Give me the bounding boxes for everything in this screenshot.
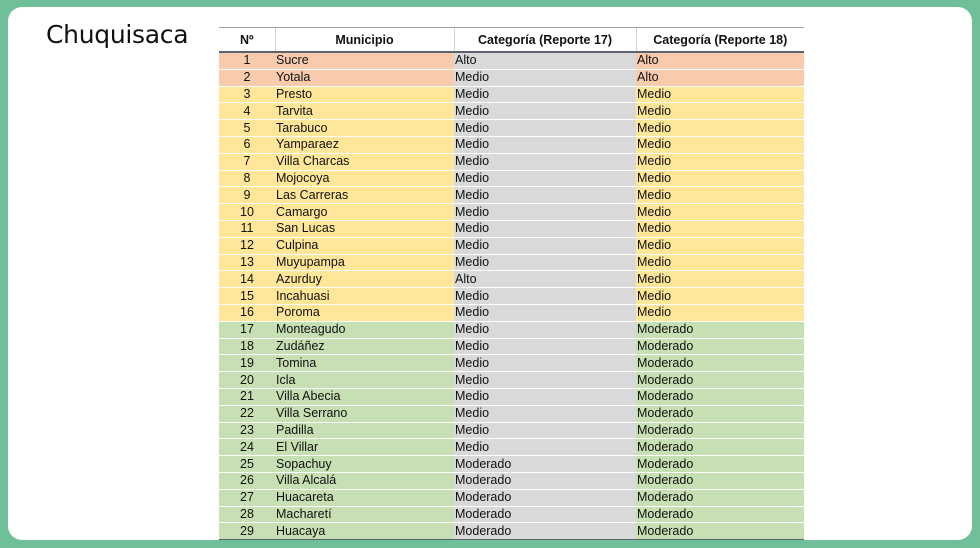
row-category-report-17: Medio bbox=[454, 237, 636, 254]
table-row bbox=[219, 136, 804, 153]
row-number: 10 bbox=[219, 204, 275, 221]
row-category-report-18: Moderado bbox=[636, 321, 804, 338]
row-municipio: Villa Serrano bbox=[275, 405, 454, 422]
row-category-report-17: Alto bbox=[454, 52, 636, 69]
row-category-report-17: Medio bbox=[454, 372, 636, 389]
table-row bbox=[219, 489, 804, 506]
table-row bbox=[219, 506, 804, 523]
row-number: 18 bbox=[219, 338, 275, 355]
table-row bbox=[219, 120, 804, 137]
row-category-report-17: Medio bbox=[454, 355, 636, 372]
row-municipio: Villa Abecia bbox=[275, 388, 454, 405]
table-row bbox=[219, 288, 804, 305]
row-category-report-17: Medio bbox=[454, 304, 636, 321]
row-category-report-17: Medio bbox=[454, 288, 636, 305]
row-category-report-18: Moderado bbox=[636, 456, 804, 473]
row-category-report-18: Moderado bbox=[636, 439, 804, 456]
row-category-report-17: Medio bbox=[454, 388, 636, 405]
row-category-report-18: Moderado bbox=[636, 372, 804, 389]
municipio-table bbox=[219, 27, 804, 540]
table-header-row bbox=[219, 28, 804, 53]
row-category-report-18: Moderado bbox=[636, 405, 804, 422]
row-number: 3 bbox=[219, 86, 275, 103]
row-municipio: Las Carreras bbox=[275, 187, 454, 204]
row-municipio: Villa Alcalá bbox=[275, 472, 454, 489]
row-category-report-17: Medio bbox=[454, 170, 636, 187]
table-row bbox=[219, 237, 804, 254]
row-number: 21 bbox=[219, 388, 275, 405]
row-number: 15 bbox=[219, 288, 275, 305]
table-row bbox=[219, 69, 804, 86]
row-category-report-17: Medio bbox=[454, 439, 636, 456]
row-category-report-18: Medio bbox=[636, 120, 804, 137]
row-category-report-18: Moderado bbox=[636, 506, 804, 523]
table-row bbox=[219, 204, 804, 221]
row-category-report-18: Alto bbox=[636, 69, 804, 86]
row-number: 19 bbox=[219, 355, 275, 372]
row-municipio: Sopachuy bbox=[275, 456, 454, 473]
table-row bbox=[219, 338, 804, 355]
row-category-report-17: Medio bbox=[454, 69, 636, 86]
row-number: 11 bbox=[219, 220, 275, 237]
row-category-report-17: Medio bbox=[454, 422, 636, 439]
row-municipio: Zudáñez bbox=[275, 338, 454, 355]
table-row bbox=[219, 456, 804, 473]
row-category-report-17: Medio bbox=[454, 405, 636, 422]
row-category-report-17: Moderado bbox=[454, 506, 636, 523]
row-category-report-17: Medio bbox=[454, 254, 636, 271]
row-number: 1 bbox=[219, 52, 275, 69]
row-number: 9 bbox=[219, 187, 275, 204]
row-category-report-17: Medio bbox=[454, 120, 636, 137]
table-row bbox=[219, 321, 804, 338]
table-row bbox=[219, 439, 804, 456]
row-category-report-18: Medio bbox=[636, 237, 804, 254]
slide bbox=[8, 7, 972, 540]
row-category-report-18: Medio bbox=[636, 254, 804, 271]
table-row bbox=[219, 472, 804, 489]
row-category-report-18: Medio bbox=[636, 103, 804, 120]
row-category-report-18: Alto bbox=[636, 52, 804, 69]
row-category-report-18: Medio bbox=[636, 271, 804, 288]
row-municipio: Padilla bbox=[275, 422, 454, 439]
row-category-report-18: Medio bbox=[636, 170, 804, 187]
row-number: 2 bbox=[219, 69, 275, 86]
row-municipio: San Lucas bbox=[275, 220, 454, 237]
row-category-report-18: Moderado bbox=[636, 355, 804, 372]
table-row bbox=[219, 220, 804, 237]
row-category-report-18: Medio bbox=[636, 136, 804, 153]
row-category-report-17: Alto bbox=[454, 271, 636, 288]
row-category-report-18: Moderado bbox=[636, 422, 804, 439]
page-title: Chuquisaca bbox=[46, 20, 189, 49]
header-number: Nº bbox=[219, 28, 275, 53]
row-municipio: Incahuasi bbox=[275, 288, 454, 305]
row-number: 4 bbox=[219, 103, 275, 120]
row-category-report-17: Medio bbox=[454, 153, 636, 170]
row-category-report-17: Medio bbox=[454, 86, 636, 103]
table-row bbox=[219, 254, 804, 271]
table-row bbox=[219, 170, 804, 187]
row-municipio: Mojocoya bbox=[275, 170, 454, 187]
row-category-report-17: Moderado bbox=[454, 523, 636, 540]
row-category-report-18: Moderado bbox=[636, 388, 804, 405]
row-number: 5 bbox=[219, 120, 275, 137]
row-number: 16 bbox=[219, 304, 275, 321]
row-municipio: Sucre bbox=[275, 52, 454, 69]
header-municipio: Municipio bbox=[275, 28, 454, 53]
row-number: 22 bbox=[219, 405, 275, 422]
row-number: 25 bbox=[219, 456, 275, 473]
row-municipio: Azurduy bbox=[275, 271, 454, 288]
row-number: 12 bbox=[219, 237, 275, 254]
row-municipio: Muyupampa bbox=[275, 254, 454, 271]
table-row bbox=[219, 304, 804, 321]
row-category-report-17: Medio bbox=[454, 204, 636, 221]
row-number: 26 bbox=[219, 472, 275, 489]
row-municipio: Tarabuco bbox=[275, 120, 454, 137]
row-number: 17 bbox=[219, 321, 275, 338]
row-category-report-17: Moderado bbox=[454, 472, 636, 489]
row-number: 6 bbox=[219, 136, 275, 153]
row-municipio: Villa Charcas bbox=[275, 153, 454, 170]
row-municipio: Monteagudo bbox=[275, 321, 454, 338]
row-municipio: Icla bbox=[275, 372, 454, 389]
row-category-report-18: Moderado bbox=[636, 489, 804, 506]
header-category-report-18: Categoría (Reporte 18) bbox=[636, 28, 804, 53]
row-number: 27 bbox=[219, 489, 275, 506]
row-municipio: El Villar bbox=[275, 439, 454, 456]
header-category-report-17: Categoría (Reporte 17) bbox=[454, 28, 636, 53]
table-row bbox=[219, 271, 804, 288]
table-row bbox=[219, 86, 804, 103]
row-number: 13 bbox=[219, 254, 275, 271]
row-category-report-18: Medio bbox=[636, 187, 804, 204]
row-municipio: Yotala bbox=[275, 69, 454, 86]
row-number: 8 bbox=[219, 170, 275, 187]
row-category-report-17: Medio bbox=[454, 220, 636, 237]
table-row bbox=[219, 405, 804, 422]
row-category-report-17: Medio bbox=[454, 103, 636, 120]
table-row bbox=[219, 52, 804, 69]
row-category-report-17: Medio bbox=[454, 338, 636, 355]
row-number: 7 bbox=[219, 153, 275, 170]
row-category-report-18: Medio bbox=[636, 86, 804, 103]
table-row bbox=[219, 422, 804, 439]
row-municipio: Huacareta bbox=[275, 489, 454, 506]
row-number: 23 bbox=[219, 422, 275, 439]
row-category-report-17: Medio bbox=[454, 136, 636, 153]
row-category-report-18: Moderado bbox=[636, 472, 804, 489]
row-category-report-18: Medio bbox=[636, 304, 804, 321]
row-municipio: Tomina bbox=[275, 355, 454, 372]
table-row bbox=[219, 355, 804, 372]
row-category-report-18: Medio bbox=[636, 204, 804, 221]
row-category-report-18: Moderado bbox=[636, 338, 804, 355]
row-category-report-17: Moderado bbox=[454, 456, 636, 473]
row-number: 20 bbox=[219, 372, 275, 389]
table-row bbox=[219, 388, 804, 405]
table-row bbox=[219, 372, 804, 389]
row-number: 14 bbox=[219, 271, 275, 288]
row-category-report-18: Medio bbox=[636, 288, 804, 305]
row-category-report-17: Medio bbox=[454, 187, 636, 204]
row-municipio: Macharetí bbox=[275, 506, 454, 523]
row-category-report-17: Moderado bbox=[454, 489, 636, 506]
table-row bbox=[219, 187, 804, 204]
row-municipio: Presto bbox=[275, 86, 454, 103]
table-row bbox=[219, 103, 804, 120]
row-number: 24 bbox=[219, 439, 275, 456]
row-municipio: Culpina bbox=[275, 237, 454, 254]
row-number: 29 bbox=[219, 523, 275, 540]
row-municipio: Camargo bbox=[275, 204, 454, 221]
table-row bbox=[219, 523, 804, 540]
row-number: 28 bbox=[219, 506, 275, 523]
row-municipio: Tarvita bbox=[275, 103, 454, 120]
row-municipio: Yamparaez bbox=[275, 136, 454, 153]
row-municipio: Huacaya bbox=[275, 523, 454, 540]
row-category-report-18: Medio bbox=[636, 220, 804, 237]
row-category-report-18: Medio bbox=[636, 153, 804, 170]
row-category-report-18: Moderado bbox=[636, 523, 804, 540]
row-category-report-17: Medio bbox=[454, 321, 636, 338]
row-municipio: Poroma bbox=[275, 304, 454, 321]
table-row bbox=[219, 153, 804, 170]
